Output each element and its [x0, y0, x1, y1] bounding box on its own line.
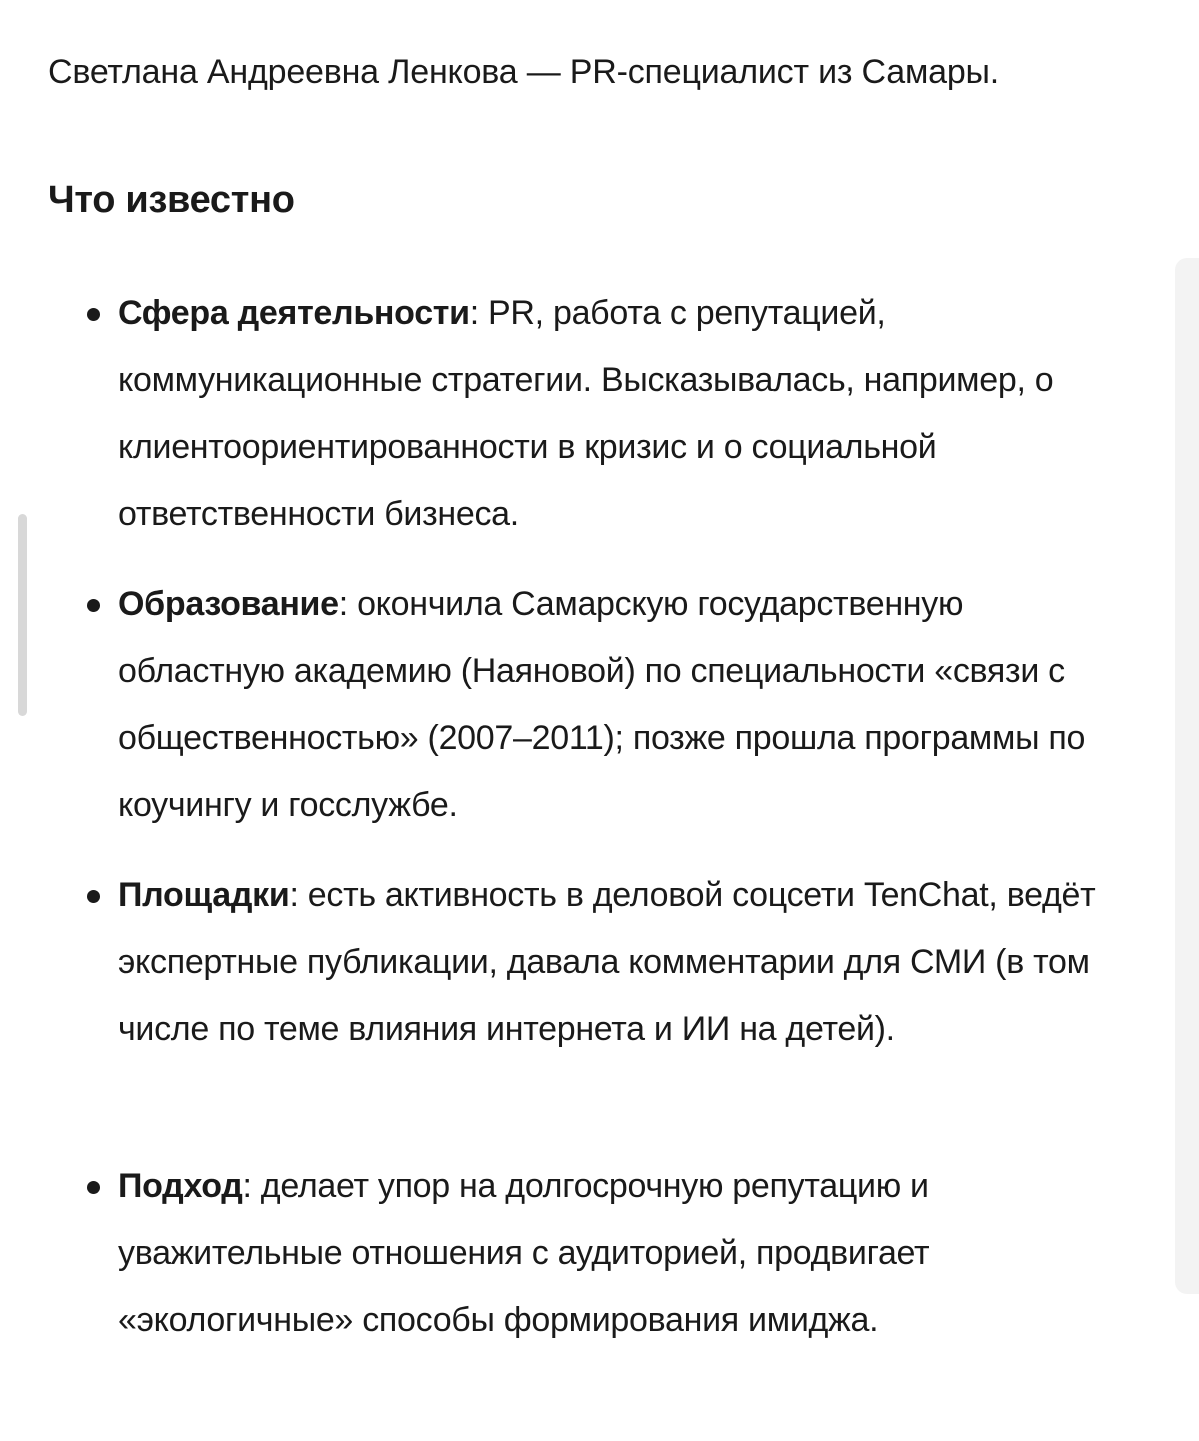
fact-text: : окончила Самарскую государственную областную академию (Наяновой) по специальности «связи с общественностью» (2007–2011); позже прошла программы по коучингу и госслужбе. — [118, 585, 1086, 824]
bullet-icon — [87, 1181, 100, 1194]
fact-term: Подход — [118, 1167, 243, 1205]
scrollbar-track-right[interactable] — [1175, 258, 1199, 1294]
list-item — [118, 1153, 1128, 1354]
bullet-icon — [87, 308, 100, 321]
scroll-indicator-left[interactable] — [18, 514, 27, 716]
bullet-icon — [87, 890, 100, 903]
fact-term: Сфера деятельности — [118, 294, 470, 332]
fact-term: Образование — [118, 585, 339, 623]
fact-term: Площадки — [118, 876, 290, 914]
section-heading: Что известно — [48, 179, 295, 221]
fact-text: : есть активность в деловой соцсети TenChat, ведёт экспертные публикации, давала комментарии для СМИ (в том числе по теме влияния интернета и ИИ на детей). — [118, 876, 1096, 1048]
list-item — [118, 862, 1128, 1063]
fact-text: : делает упор на долгосрочную репутацию и уважительные отношения с аудиторией, продвигает «экологичные» способы формирования имиджа. — [118, 1167, 930, 1339]
list-item — [118, 571, 1128, 839]
bullet-icon — [87, 599, 100, 612]
fact-text: : PR, работа с репутацией, коммуникационные стратегии. Высказывалась, например, о клиентоориентированности в кризис и о социальной ответственности бизнеса. — [118, 294, 1054, 533]
list-item — [118, 280, 1128, 548]
intro-text: Светлана Андреевна Ленкова — PR-специалист из Самары. — [48, 53, 1000, 91]
